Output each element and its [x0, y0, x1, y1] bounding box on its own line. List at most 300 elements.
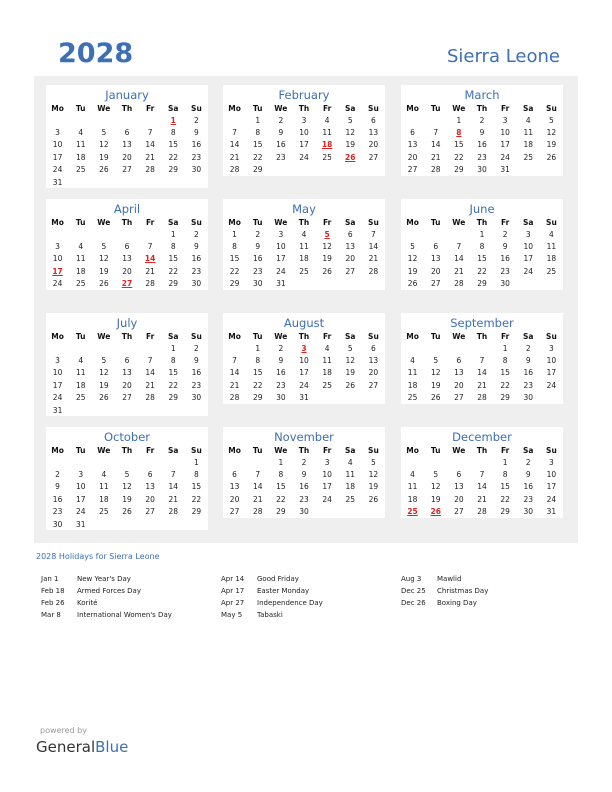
day-cell[interactable]: 12: [345, 128, 356, 138]
day-cell[interactable]: 17: [322, 482, 332, 492]
day-cell[interactable]: 23: [523, 494, 534, 504]
day-cell[interactable]: 10: [299, 128, 309, 138]
day-cell[interactable]: 15: [276, 482, 286, 492]
day-cell[interactable]: 12: [122, 482, 132, 492]
day-cell[interactable]: 26: [99, 393, 109, 403]
day-cell[interactable]: 26: [99, 165, 109, 175]
day-cell[interactable]: 9: [255, 242, 261, 252]
day-cell[interactable]: 8: [255, 128, 261, 138]
day-cell[interactable]: 3: [549, 457, 554, 467]
day-cell[interactable]: 8: [170, 242, 176, 252]
day-cell[interactable]: 5: [410, 242, 415, 252]
day-cell[interactable]: 29: [477, 279, 487, 289]
day-cell[interactable]: 3: [55, 242, 60, 252]
day-cell[interactable]: 3: [78, 470, 84, 480]
day-cell[interactable]: 21: [454, 266, 464, 276]
day-cell[interactable]: 28: [454, 279, 464, 289]
day-cell[interactable]: 22: [168, 380, 179, 390]
day-cell[interactable]: 6: [410, 128, 415, 138]
day-cell[interactable]: 10: [523, 242, 534, 252]
day-cell[interactable]: 29: [168, 165, 179, 175]
day-cell[interactable]: 18: [407, 494, 418, 504]
day-cell[interactable]: 21: [168, 494, 179, 504]
day-cell[interactable]: 29: [168, 393, 179, 403]
day-cell[interactable]: 7: [232, 128, 237, 138]
holiday-day-cell[interactable]: 5: [324, 229, 330, 239]
day-cell[interactable]: 13: [430, 254, 441, 264]
day-cell[interactable]: 11: [523, 128, 534, 138]
day-cell[interactable]: 11: [299, 242, 309, 252]
day-cell[interactable]: 6: [433, 242, 439, 252]
day-cell[interactable]: 26: [322, 266, 332, 276]
day-cell[interactable]: 21: [368, 254, 379, 264]
day-cell[interactable]: 20: [368, 368, 379, 378]
day-cell[interactable]: 17: [276, 254, 286, 264]
day-cell[interactable]: 19: [99, 380, 109, 390]
day-cell[interactable]: 14: [454, 254, 464, 264]
day-cell[interactable]: 28: [477, 507, 487, 517]
day-cell[interactable]: 15: [500, 482, 510, 492]
day-cell[interactable]: 4: [549, 229, 554, 239]
day-cell[interactable]: 11: [75, 368, 86, 378]
day-cell[interactable]: 7: [147, 242, 153, 252]
day-cell[interactable]: 23: [477, 152, 487, 162]
day-cell[interactable]: 11: [75, 140, 86, 150]
day-cell[interactable]: 29: [276, 507, 286, 517]
day-cell[interactable]: 2: [301, 457, 307, 467]
day-cell[interactable]: 31: [546, 507, 557, 517]
day-cell[interactable]: 3: [55, 356, 60, 366]
day-cell[interactable]: 14: [145, 368, 155, 378]
day-cell[interactable]: 5: [101, 242, 107, 252]
day-cell[interactable]: 13: [345, 242, 356, 252]
day-cell[interactable]: 4: [78, 128, 84, 138]
day-cell[interactable]: 15: [168, 368, 179, 378]
day-cell[interactable]: 22: [168, 152, 179, 162]
day-cell[interactable]: 21: [252, 494, 263, 504]
day-cell[interactable]: 22: [500, 380, 510, 390]
day-cell[interactable]: 20: [430, 266, 441, 276]
day-cell[interactable]: 1: [502, 457, 508, 467]
day-cell[interactable]: 6: [147, 470, 153, 480]
day-cell[interactable]: 25: [99, 507, 109, 517]
day-cell[interactable]: 2: [479, 115, 485, 125]
day-cell[interactable]: 9: [301, 470, 307, 480]
day-cell[interactable]: 2: [278, 115, 284, 125]
day-cell[interactable]: 2: [278, 343, 284, 353]
day-cell[interactable]: 15: [500, 368, 510, 378]
day-cell[interactable]: 20: [368, 140, 379, 150]
day-cell[interactable]: 26: [122, 507, 132, 517]
day-cell[interactable]: 24: [276, 266, 286, 276]
day-cell[interactable]: 6: [371, 343, 376, 353]
day-cell[interactable]: 5: [101, 356, 107, 366]
day-cell[interactable]: 20: [454, 494, 464, 504]
day-cell[interactable]: 17: [299, 368, 309, 378]
day-cell[interactable]: 11: [322, 356, 332, 366]
day-cell[interactable]: 4: [78, 356, 84, 366]
day-cell[interactable]: 8: [479, 242, 485, 252]
day-cell[interactable]: 5: [347, 343, 353, 353]
day-cell[interactable]: 3: [55, 128, 60, 138]
day-cell[interactable]: 13: [122, 254, 132, 264]
day-cell[interactable]: 31: [299, 393, 309, 403]
day-cell[interactable]: 8: [170, 356, 176, 366]
day-cell[interactable]: 16: [500, 254, 510, 264]
day-cell[interactable]: 22: [252, 152, 263, 162]
day-cell[interactable]: 14: [145, 140, 155, 150]
day-cell[interactable]: 25: [546, 266, 557, 276]
day-cell[interactable]: 20: [145, 494, 155, 504]
day-cell[interactable]: 11: [322, 128, 332, 138]
day-cell[interactable]: 24: [546, 380, 557, 390]
day-cell[interactable]: 13: [454, 482, 464, 492]
day-cell[interactable]: 5: [549, 115, 554, 125]
day-cell[interactable]: 16: [299, 482, 309, 492]
day-cell[interactable]: 27: [454, 393, 464, 403]
day-cell[interactable]: 14: [229, 140, 240, 150]
day-cell[interactable]: 27: [229, 507, 240, 517]
day-cell[interactable]: 22: [252, 380, 263, 390]
day-cell[interactable]: 10: [546, 356, 557, 366]
day-cell[interactable]: 30: [523, 393, 534, 403]
day-cell[interactable]: 30: [477, 165, 487, 175]
day-cell[interactable]: 28: [477, 393, 487, 403]
day-cell[interactable]: 17: [523, 254, 534, 264]
day-cell[interactable]: 11: [407, 482, 418, 492]
day-cell[interactable]: 29: [454, 165, 464, 175]
day-cell[interactable]: 28: [168, 507, 179, 517]
day-cell[interactable]: 31: [276, 279, 286, 289]
day-cell[interactable]: 12: [99, 254, 109, 264]
day-cell[interactable]: 19: [430, 494, 441, 504]
day-cell[interactable]: 23: [276, 152, 286, 162]
day-cell[interactable]: 9: [278, 356, 284, 366]
day-cell[interactable]: 12: [99, 140, 109, 150]
day-cell[interactable]: 3: [549, 343, 554, 353]
day-cell[interactable]: 25: [75, 393, 86, 403]
day-cell[interactable]: 22: [477, 266, 487, 276]
day-cell[interactable]: 8: [194, 470, 199, 480]
day-cell[interactable]: 2: [255, 229, 261, 239]
day-cell[interactable]: 23: [523, 380, 534, 390]
holiday-day-cell[interactable]: 14: [144, 254, 156, 264]
day-cell[interactable]: 6: [456, 356, 462, 366]
day-cell[interactable]: 27: [368, 380, 379, 390]
day-cell[interactable]: 19: [345, 140, 356, 150]
day-cell[interactable]: 15: [252, 368, 263, 378]
day-cell[interactable]: 24: [52, 279, 63, 289]
day-cell[interactable]: 7: [147, 356, 153, 366]
day-cell[interactable]: 1: [170, 229, 176, 239]
day-cell[interactable]: 25: [322, 380, 332, 390]
day-cell[interactable]: 21: [145, 266, 155, 276]
day-cell[interactable]: 25: [322, 152, 332, 162]
day-cell[interactable]: 2: [55, 470, 60, 480]
day-cell[interactable]: 4: [410, 470, 415, 480]
day-cell[interactable]: 19: [322, 254, 332, 264]
day-cell[interactable]: 19: [99, 152, 109, 162]
day-cell[interactable]: 16: [276, 140, 286, 150]
day-cell[interactable]: 2: [525, 343, 531, 353]
day-cell[interactable]: 3: [301, 115, 307, 125]
day-cell[interactable]: 10: [52, 368, 63, 378]
day-cell[interactable]: 16: [477, 140, 487, 150]
day-cell[interactable]: 12: [546, 128, 557, 138]
day-cell[interactable]: 18: [299, 254, 309, 264]
day-cell[interactable]: 16: [523, 482, 534, 492]
day-cell[interactable]: 10: [75, 482, 86, 492]
day-cell[interactable]: 4: [525, 115, 531, 125]
day-cell[interactable]: 4: [301, 229, 307, 239]
day-cell[interactable]: 28: [252, 507, 263, 517]
holiday-day-cell[interactable]: 1: [170, 115, 176, 125]
day-cell[interactable]: 3: [324, 457, 330, 467]
day-cell[interactable]: 10: [500, 128, 510, 138]
day-cell[interactable]: 20: [122, 152, 132, 162]
day-cell[interactable]: 27: [407, 165, 418, 175]
day-cell[interactable]: 27: [430, 279, 441, 289]
day-cell[interactable]: 19: [99, 266, 109, 276]
day-cell[interactable]: 13: [145, 482, 155, 492]
day-cell[interactable]: 8: [255, 356, 261, 366]
holiday-day-cell[interactable]: 17: [52, 266, 63, 276]
day-cell[interactable]: 29: [500, 393, 510, 403]
day-cell[interactable]: 20: [407, 152, 418, 162]
day-cell[interactable]: 12: [322, 242, 332, 252]
day-cell[interactable]: 11: [407, 368, 418, 378]
day-cell[interactable]: 10: [276, 242, 286, 252]
day-cell[interactable]: 16: [191, 254, 202, 264]
day-cell[interactable]: 14: [477, 368, 487, 378]
day-cell[interactable]: 12: [99, 368, 109, 378]
day-cell[interactable]: 17: [546, 482, 557, 492]
day-cell[interactable]: 1: [502, 343, 508, 353]
day-cell[interactable]: 8: [170, 128, 176, 138]
holiday-day-cell[interactable]: 18: [321, 140, 333, 150]
day-cell[interactable]: 25: [407, 393, 418, 403]
day-cell[interactable]: 13: [368, 356, 379, 366]
day-cell[interactable]: 2: [194, 229, 199, 239]
day-cell[interactable]: 2: [194, 343, 199, 353]
day-cell[interactable]: 19: [546, 140, 557, 150]
day-cell[interactable]: 13: [407, 140, 418, 150]
day-cell[interactable]: 15: [477, 254, 487, 264]
day-cell[interactable]: 6: [456, 470, 462, 480]
day-cell[interactable]: 14: [477, 482, 487, 492]
day-cell[interactable]: 31: [52, 405, 63, 415]
day-cell[interactable]: 16: [276, 368, 286, 378]
day-cell[interactable]: 10: [299, 356, 309, 366]
day-cell[interactable]: 16: [191, 140, 202, 150]
day-cell[interactable]: 4: [101, 470, 107, 480]
day-cell[interactable]: 6: [124, 242, 130, 252]
day-cell[interactable]: 17: [52, 152, 63, 162]
holiday-day-cell[interactable]: 25: [407, 507, 418, 517]
day-cell[interactable]: 6: [124, 356, 130, 366]
day-cell[interactable]: 10: [52, 254, 63, 264]
day-cell[interactable]: 11: [345, 470, 356, 480]
day-cell[interactable]: 20: [122, 266, 132, 276]
day-cell[interactable]: 23: [191, 152, 202, 162]
day-cell[interactable]: 7: [479, 356, 485, 366]
day-cell[interactable]: 18: [546, 254, 557, 264]
day-cell[interactable]: 23: [191, 266, 202, 276]
day-cell[interactable]: 30: [52, 519, 63, 529]
day-cell[interactable]: 5: [347, 115, 353, 125]
day-cell[interactable]: 3: [525, 229, 531, 239]
day-cell[interactable]: 14: [168, 482, 179, 492]
day-cell[interactable]: 24: [322, 494, 332, 504]
day-cell[interactable]: 13: [122, 140, 132, 150]
day-cell[interactable]: 1: [255, 343, 261, 353]
day-cell[interactable]: 30: [191, 279, 202, 289]
day-cell[interactable]: 30: [299, 507, 309, 517]
day-cell[interactable]: 30: [252, 279, 263, 289]
day-cell[interactable]: 16: [191, 368, 202, 378]
day-cell[interactable]: 22: [229, 266, 240, 276]
day-cell[interactable]: 7: [433, 128, 439, 138]
day-cell[interactable]: 20: [122, 380, 132, 390]
day-cell[interactable]: 1: [479, 229, 485, 239]
day-cell[interactable]: 23: [252, 266, 263, 276]
day-cell[interactable]: 22: [276, 494, 286, 504]
day-cell[interactable]: 9: [55, 482, 60, 492]
day-cell[interactable]: 1: [255, 115, 261, 125]
day-cell[interactable]: 2: [194, 115, 199, 125]
day-cell[interactable]: 22: [168, 266, 179, 276]
day-cell[interactable]: 7: [170, 470, 176, 480]
day-cell[interactable]: 28: [229, 165, 240, 175]
day-cell[interactable]: 23: [299, 494, 309, 504]
day-cell[interactable]: 29: [191, 507, 202, 517]
day-cell[interactable]: 18: [345, 482, 356, 492]
day-cell[interactable]: 29: [168, 279, 179, 289]
day-cell[interactable]: 24: [75, 507, 86, 517]
day-cell[interactable]: 26: [546, 152, 557, 162]
day-cell[interactable]: 21: [145, 152, 155, 162]
day-cell[interactable]: 24: [299, 380, 309, 390]
day-cell[interactable]: 28: [145, 165, 155, 175]
day-cell[interactable]: 5: [124, 470, 130, 480]
day-cell[interactable]: 25: [523, 152, 534, 162]
day-cell[interactable]: 21: [477, 380, 487, 390]
day-cell[interactable]: 9: [525, 356, 531, 366]
day-cell[interactable]: 15: [454, 140, 464, 150]
day-cell[interactable]: 4: [324, 343, 330, 353]
day-cell[interactable]: 20: [454, 380, 464, 390]
day-cell[interactable]: 18: [322, 368, 332, 378]
day-cell[interactable]: 19: [345, 368, 356, 378]
day-cell[interactable]: 1: [278, 457, 284, 467]
day-cell[interactable]: 25: [75, 165, 86, 175]
day-cell[interactable]: 28: [430, 165, 441, 175]
day-cell[interactable]: 26: [368, 494, 379, 504]
day-cell[interactable]: 13: [368, 128, 379, 138]
day-cell[interactable]: 9: [194, 356, 199, 366]
day-cell[interactable]: 17: [546, 368, 557, 378]
day-cell[interactable]: 7: [371, 229, 376, 239]
day-cell[interactable]: 26: [345, 380, 356, 390]
day-cell[interactable]: 8: [232, 242, 237, 252]
day-cell[interactable]: 29: [229, 279, 240, 289]
day-cell[interactable]: 7: [479, 470, 485, 480]
holiday-day-cell[interactable]: 3: [301, 343, 307, 353]
day-cell[interactable]: 9: [502, 242, 508, 252]
holiday-day-cell[interactable]: 26: [345, 152, 356, 162]
day-cell[interactable]: 10: [52, 140, 63, 150]
day-cell[interactable]: 14: [229, 368, 240, 378]
day-cell[interactable]: 7: [147, 128, 153, 138]
day-cell[interactable]: 9: [194, 242, 199, 252]
day-cell[interactable]: 17: [299, 140, 309, 150]
day-cell[interactable]: 25: [75, 279, 86, 289]
day-cell[interactable]: 15: [191, 482, 202, 492]
day-cell[interactable]: 10: [322, 470, 332, 480]
day-cell[interactable]: 21: [229, 152, 240, 162]
day-cell[interactable]: 14: [252, 482, 263, 492]
day-cell[interactable]: 19: [122, 494, 132, 504]
day-cell[interactable]: 19: [430, 380, 441, 390]
day-cell[interactable]: 17: [75, 494, 86, 504]
day-cell[interactable]: 12: [430, 368, 441, 378]
day-cell[interactable]: 27: [145, 507, 155, 517]
day-cell[interactable]: 8: [278, 470, 284, 480]
day-cell[interactable]: 22: [500, 494, 510, 504]
day-cell[interactable]: 7: [456, 242, 462, 252]
day-cell[interactable]: 11: [75, 254, 86, 264]
day-cell[interactable]: 18: [75, 266, 86, 276]
day-cell[interactable]: 16: [252, 254, 263, 264]
day-cell[interactable]: 7: [255, 470, 261, 480]
day-cell[interactable]: 30: [276, 393, 286, 403]
day-cell[interactable]: 26: [99, 279, 109, 289]
day-cell[interactable]: 9: [525, 470, 531, 480]
day-cell[interactable]: 23: [52, 507, 63, 517]
day-cell[interactable]: 31: [500, 165, 510, 175]
day-cell[interactable]: 27: [368, 152, 379, 162]
day-cell[interactable]: 17: [52, 380, 63, 390]
day-cell[interactable]: 25: [299, 266, 309, 276]
day-cell[interactable]: 15: [168, 254, 179, 264]
day-cell[interactable]: 9: [194, 128, 199, 138]
day-cell[interactable]: 4: [347, 457, 353, 467]
holiday-day-cell[interactable]: 26: [430, 507, 441, 517]
day-cell[interactable]: 5: [101, 128, 107, 138]
day-cell[interactable]: 6: [347, 229, 353, 239]
day-cell[interactable]: 14: [368, 242, 379, 252]
day-cell[interactable]: 26: [430, 393, 441, 403]
day-cell[interactable]: 28: [145, 279, 155, 289]
day-cell[interactable]: 8: [502, 470, 508, 480]
day-cell[interactable]: 27: [122, 393, 132, 403]
day-cell[interactable]: 20: [345, 254, 356, 264]
holiday-day-cell[interactable]: 27: [121, 279, 133, 289]
day-cell[interactable]: 12: [407, 254, 418, 264]
day-cell[interactable]: 1: [232, 229, 237, 239]
generalblue-logo[interactable]: [36, 738, 128, 756]
day-cell[interactable]: 24: [52, 165, 63, 175]
day-cell[interactable]: 12: [430, 482, 441, 492]
day-cell[interactable]: 13: [229, 482, 240, 492]
day-cell[interactable]: 27: [454, 507, 464, 517]
day-cell[interactable]: 24: [299, 152, 309, 162]
day-cell[interactable]: 18: [407, 380, 418, 390]
day-cell[interactable]: 18: [75, 152, 86, 162]
day-cell[interactable]: 6: [232, 470, 237, 480]
day-cell[interactable]: 24: [523, 266, 534, 276]
day-cell[interactable]: 31: [52, 177, 63, 187]
